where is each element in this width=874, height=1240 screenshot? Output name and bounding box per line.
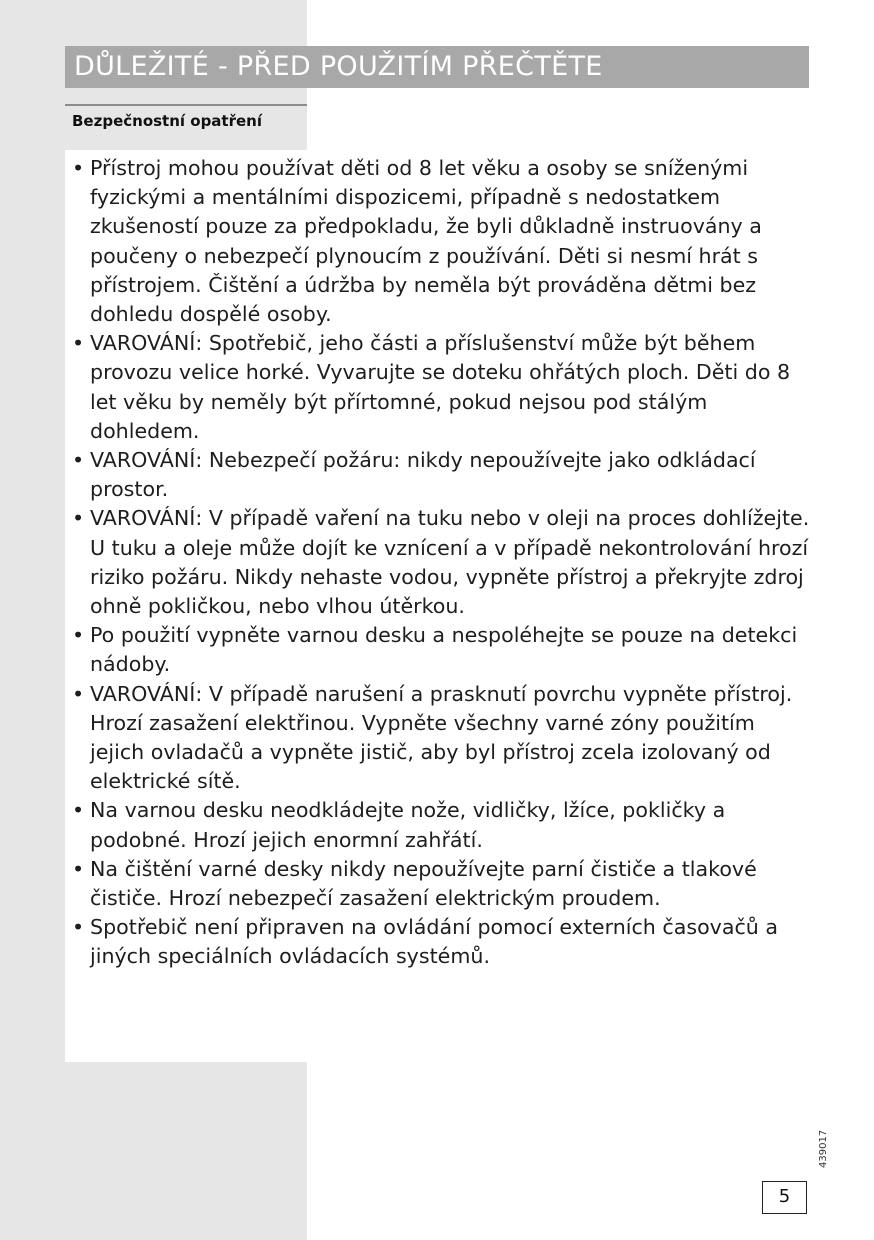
bullet-icon: •	[72, 506, 85, 531]
bullet-text: Po použití vypněte varnou desku a nespoléhejte se pouze na detekci nádoby.	[90, 623, 798, 677]
page-number: 5	[762, 1181, 807, 1214]
list-item	[70, 621, 810, 679]
bullet-icon: •	[72, 856, 85, 881]
bullet-text: Přístroj mohou používat děti od 8 let věku a osoby se sníženými fyzickými a mentálními dispozicemi, případně s nedostatkem zkušeností pouze za předpokladu, že byli důkladně instruovány a poučeny o nebezpečí plynoucím z používání. Děti si nesmí hrát s přístrojem. Čištění a údržba by neměla být prováděna dětmi bez dohledu dospělé osoby.	[90, 156, 762, 327]
list-item	[70, 680, 810, 797]
list-item	[70, 796, 810, 854]
bullet-text: VAROVÁNÍ: Spotřebič, jeho části a příslušenství může být během provozu velice horké. Vyvarujte se doteku ohřátých ploch. Děti do 8 let věku by neměly být přírtomné, pokud nejsou pod stálým dohledem.	[90, 331, 791, 443]
bullet-text: VAROVÁNÍ: Nebezpečí požáru: nikdy nepoužívejte jako odkládací prostor.	[90, 448, 756, 502]
safety-bullet-list	[70, 154, 810, 972]
page-title: DŮLEŽITÉ - PŘED POUŽITÍM PŘEČTĚTE	[65, 46, 809, 88]
list-item	[70, 154, 810, 329]
list-item	[70, 329, 810, 446]
bullet-icon: •	[72, 681, 85, 706]
bullet-icon: •	[72, 331, 85, 356]
list-item	[70, 855, 810, 913]
subheading-divider	[65, 104, 307, 106]
bullet-text: Na čištění varné desky nikdy nepoužívejte parní čističe a tlakové čističe. Hrozí nebezpečí zasažení elektrickým proudem.	[90, 856, 757, 911]
list-item	[70, 504, 810, 621]
bullet-icon: •	[72, 448, 85, 473]
document-code-text: 439017	[818, 1129, 829, 1168]
bullet-text: VAROVÁNÍ: V případě vaření na tuku nebo v oleji na proces dohlížejte. U tuku a oleje může dojít ke vznícení a v případě nekontrolování hrozí riziko požáru. Nikdy nehaste vodou, vypněte přístroj a překryjte zdroj ohně pokličkou, nebo vlhou útěrkou.	[90, 506, 810, 619]
bullet-text: Na varnou desku neodkládejte nože, vidličky, lžíce, pokličky a podobné. Hrozí jejich enormní zahřátí.	[90, 798, 726, 852]
bullet-icon: •	[72, 623, 85, 648]
section-subheading: Bezpečnostní opatření	[72, 112, 262, 130]
bullet-icon: •	[72, 915, 85, 940]
list-item	[70, 913, 810, 971]
bullet-icon: •	[72, 156, 85, 180]
bullet-icon: •	[72, 798, 85, 823]
bullet-text: VAROVÁNÍ: V případě narušení a prasknutí povrchu vypněte přístroj. Hrozí zasažení elektřinou. Vypněte všechny varné zóny použitím jejich ovladačů a vypněte jistič, aby byl přístroj zcela izolovaný od elektrické sítě.	[90, 681, 793, 794]
bullet-text: Spotřebič není připraven na ovládání pomocí externích časovačů a jiných speciálních ovládacích systémů.	[90, 915, 779, 969]
list-item	[70, 446, 810, 504]
document-code	[810, 1130, 842, 1170]
